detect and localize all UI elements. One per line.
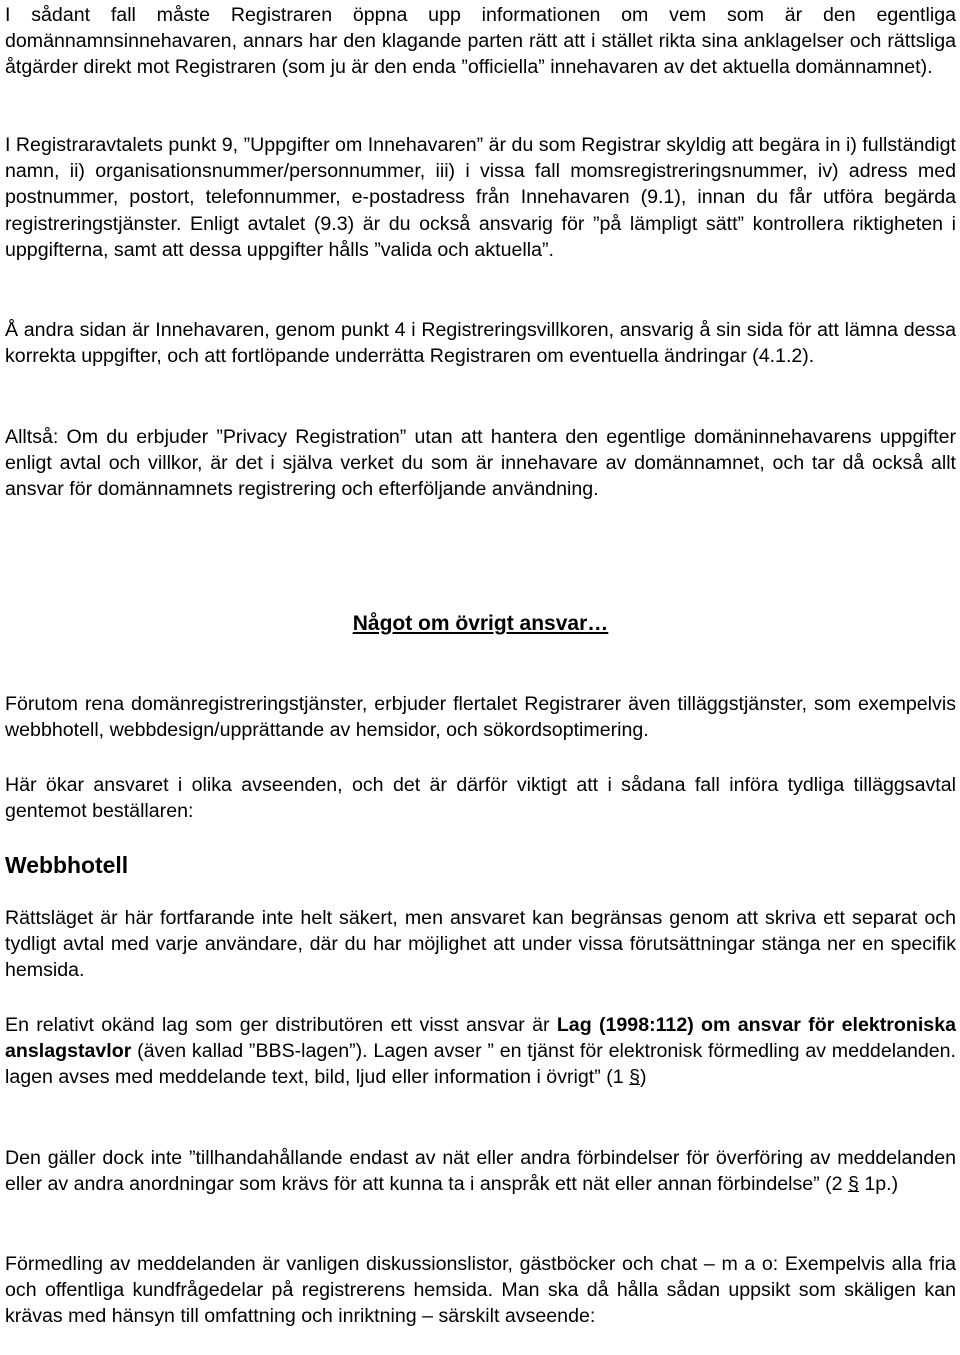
formedling-text-post: särskilt avseende: — [433, 1305, 596, 1328]
formedling-text-pre: Förmedling av meddelanden är vanligen diskussionslistor, gästböcker och chat — [5, 1253, 704, 1275]
dash: – — [422, 1305, 434, 1328]
bbs-text-post: (även kallad ”BBS-lagen”). Lagen avser ” en tjänst för elektronisk förmedling av meddelanden. lagen avses med meddelande text, bild, ljud eller information i övrigt” (1 — [5, 1040, 956, 1089]
paragraph-tillaggsavtal: Här ökar ansvaret i olika avseenden, och det är därför viktigt att i sådana fall införa tydliga tilläggsavtal gentemot beställaren: — [5, 774, 956, 823]
section-symbol: § — [848, 1173, 859, 1196]
dash: – — [703, 1253, 715, 1275]
paragraph-registraravtal-punkt-9: I Registraravtalets punkt 9, ”Uppgifter om Innehavaren” är du som Registrar skyldig att begära in i) fullständigt namn, ii) organisationsnummer/personnummer, iii) i vissa fall momsregistreringsnummer, iv) adress med postnummer, postort, telefonnummer, e-postadress från Innehavaren (9.1), innan du får utföra begärda registreringstjänster. Enligt avtalet (9.3) är du också ansvarig för ”på lämpligt sätt” kontrollera riktigheten i uppgifterna, samt att dessa uppgifter hålls ”valida och aktuella”. — [5, 134, 956, 261]
formedling-text-mid: m a o: Exempelvis alla fria och offentliga kundfrågedelar på registrerens hemsida. Man ska då hålla sådan uppsikt som skäligen kan krävas med hänsyn till omfattning och inriktning — [5, 1253, 956, 1328]
paragraph-rattslaget: Rättsläget är här fortfarande inte helt säkert, men ansvaret kan begränsas genom att skriva ett separat och tydligt avtal med varje användare, där du har möjlighet att under vissa förutsättningar stänga ner en specifik hemsida. — [5, 907, 956, 982]
subheading-webbhotell: Webbhotell — [5, 852, 129, 878]
law-title: Lag (1998:112) om ansvar för elektroniska anslagstavlor — [5, 1014, 956, 1063]
bbs-text-end: ) — [639, 1066, 647, 1089]
undantag-text-end: 1p.) — [858, 1173, 899, 1196]
paragraph-tillaggstjanster: Förutom rena domänregistreringstjänster, erbjuder flertalet Registrarer även tilläggstjänster, som exempelvis webbhotell, webbdesign/upprättande av hemsidor, och sökordsoptimering. — [5, 693, 956, 742]
paragraph-registrar-disclosure: I sådant fall måste Registraren öppna upp informationen om vem som är den egentliga domännamnsinnehavaren, annars har den klagande parten rätt att i stället rikta sina anklagelser och rättsliga åtgärder direkt mot Registraren (som ju är den enda ”officiella” innehavaren av det aktuella domännamnet). — [5, 4, 956, 79]
paragraph-bbs-lagen — [5, 1012, 956, 1091]
paragraph-undantag — [5, 1145, 956, 1197]
section-title: Något om övrigt ansvar… — [352, 612, 609, 635]
section-symbol: § — [629, 1066, 640, 1089]
paragraph-formedling — [5, 1251, 956, 1330]
undantag-text-pre: Den gäller dock inte ”tillhandahållande endast av nät eller andra förbindelser för överföring av meddelanden eller av andra anordningar som krävs för att kunna ta i anspråk ett nät eller annan förbindelse” (2 — [5, 1147, 956, 1196]
bbs-text-pre: En relativt okänd lag som ger distributören ett visst ansvar är — [5, 1014, 557, 1036]
paragraph-privacy-registration: Alltså: Om du erbjuder ”Privacy Registration” utan att hantera den egentlige domäninnehavarens uppgifter enligt avtal och villkor, är det i själva verket du som är innehavare av domännamnet, och tar då också allt ansvar för domännamnets registrering och efterföljande användning. — [5, 426, 956, 501]
paragraph-innehavaren-ansvar: Å andra sidan är Innehavaren, genom punkt 4 i Registreringsvillkoren, ansvarig å sin sida för att lämna dessa korrekta uppgifter, och att fortlöpande underrätta Registraren om eventuella ändringar (4.1.2). — [5, 319, 956, 368]
